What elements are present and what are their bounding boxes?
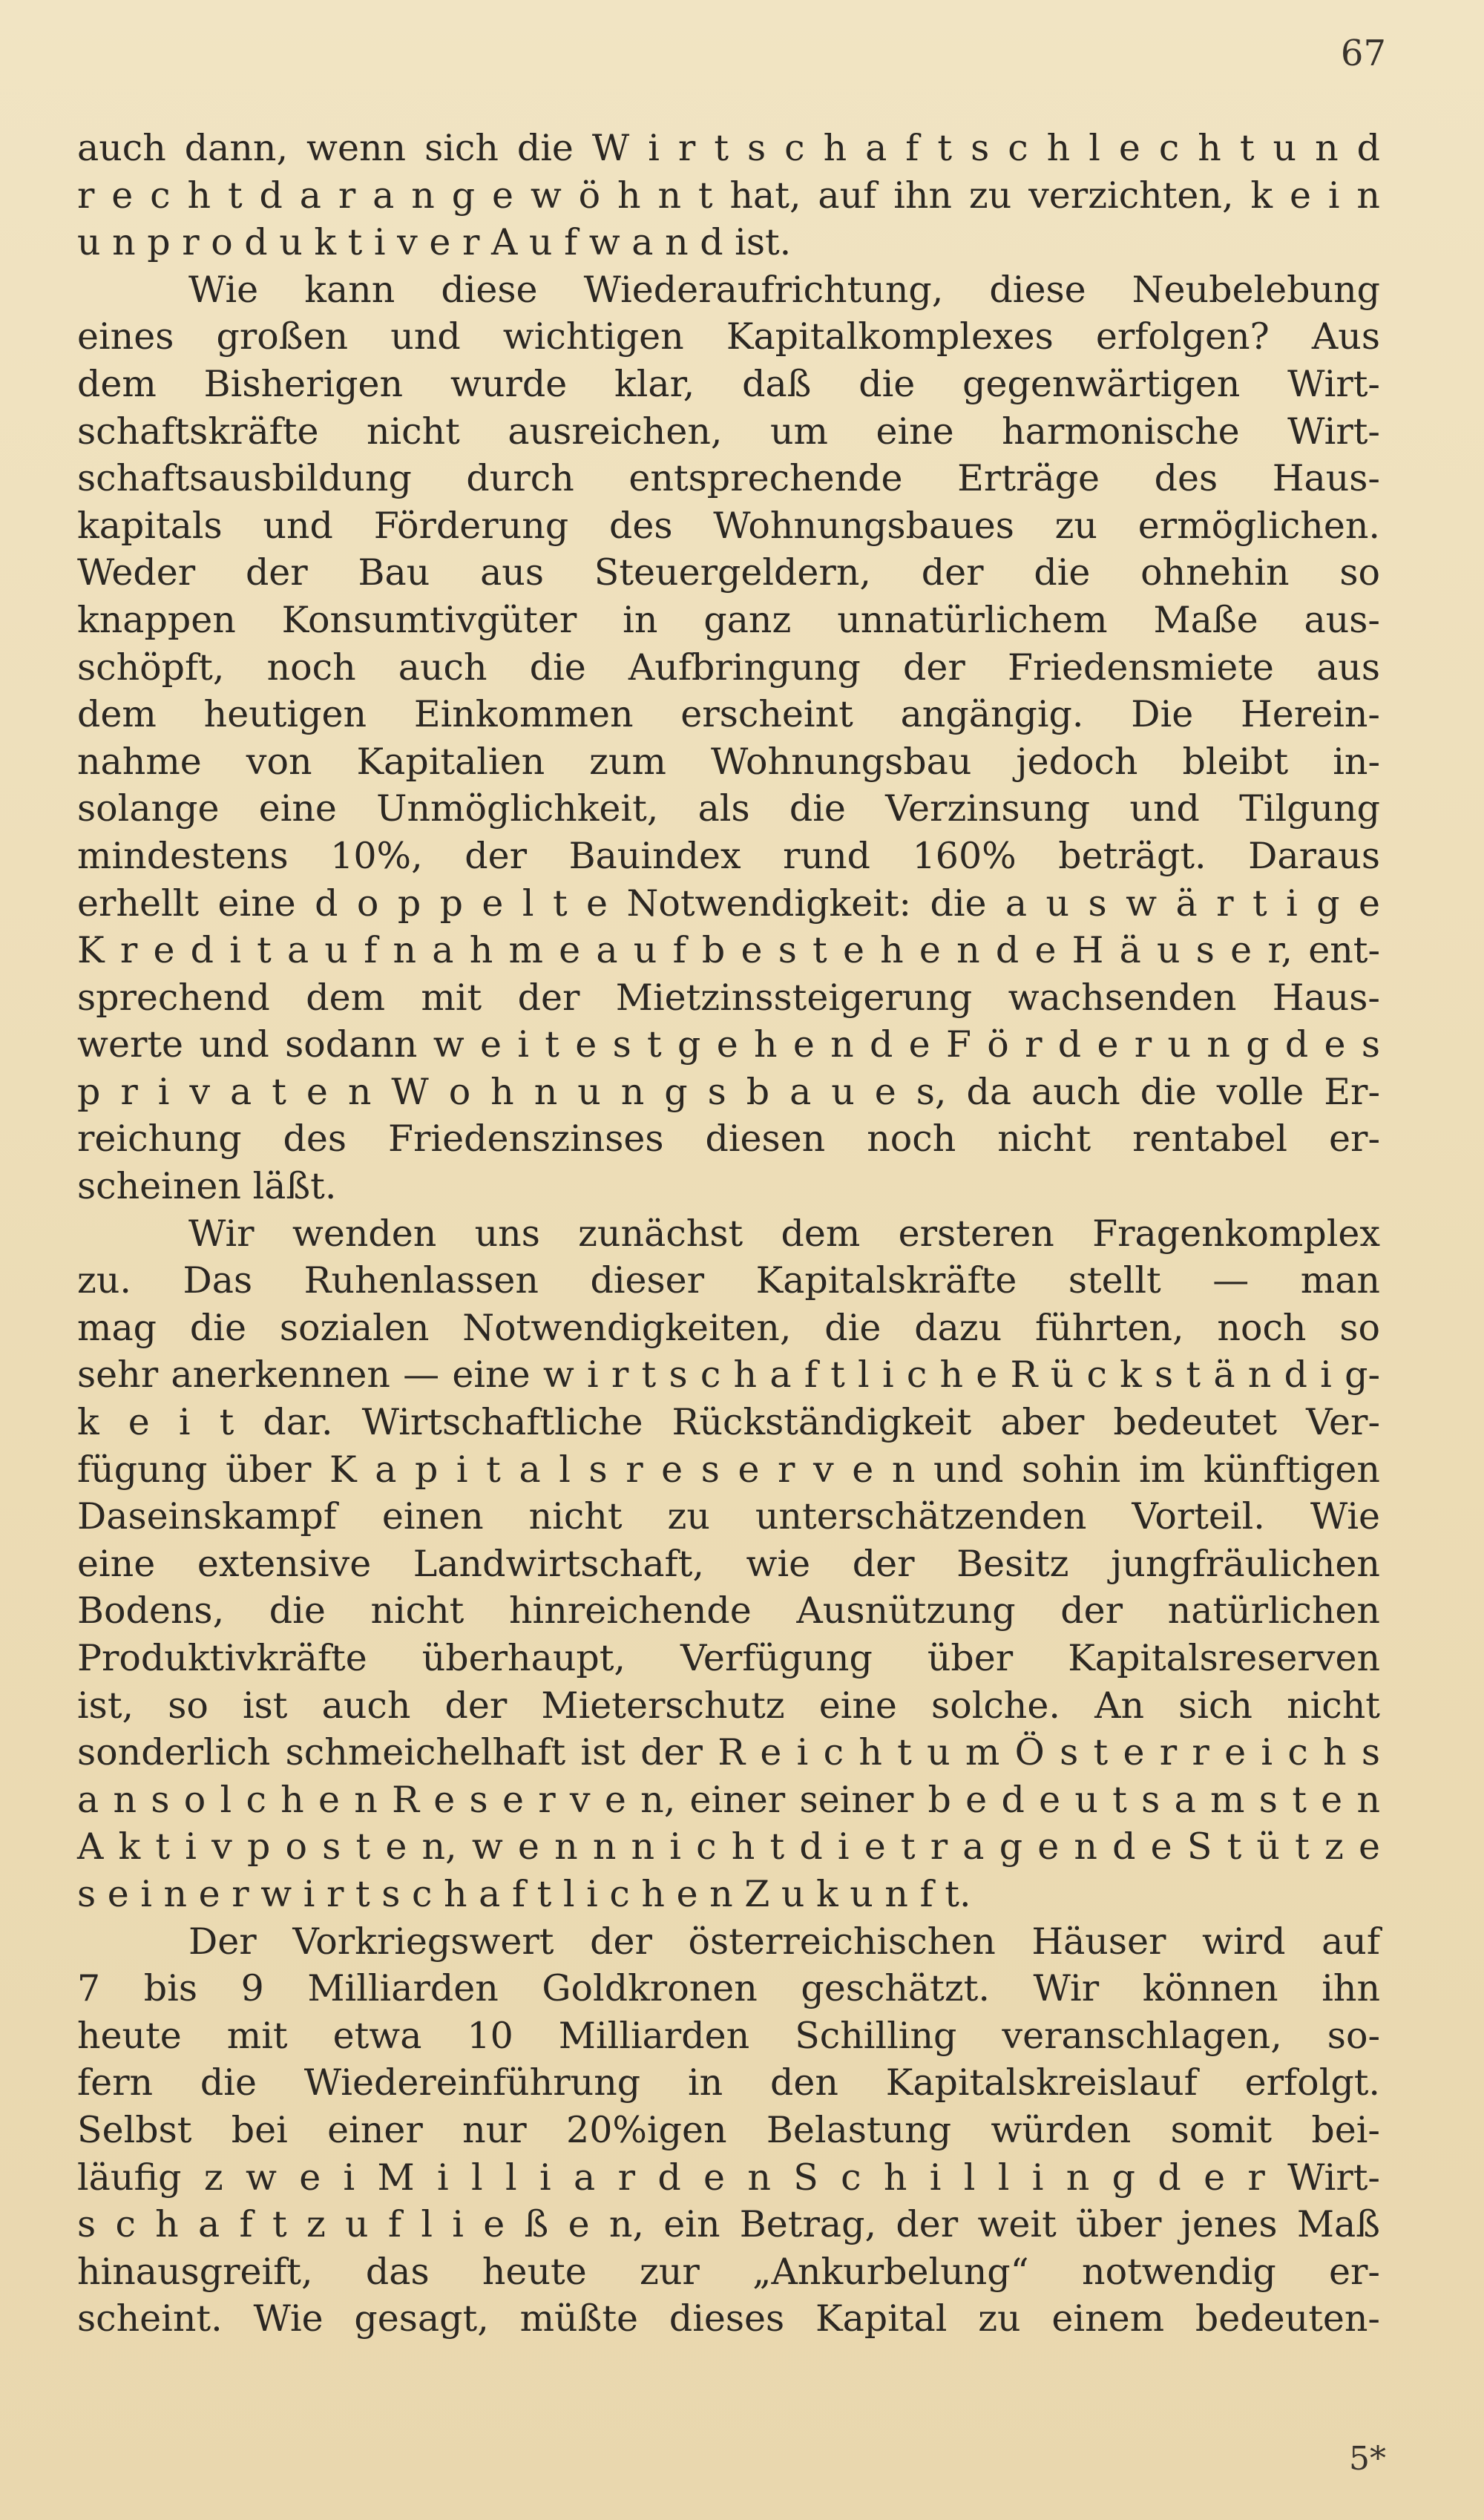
- text-line: nahme von Kapitalien zum Wohnungsbau jedoch bleibt in-: [77, 740, 1380, 783]
- text-line: K r e d i t a u f n a h m e a u f b e s t e h e n d e H ä u s e r, ent-: [77, 929, 1380, 972]
- text-line: Bodens, die nicht hinreichende Ausnützung der natürlichen: [77, 1589, 1380, 1633]
- text-line: kapitals und Förderung des Wohnungsbaues zu ermöglichen.: [77, 504, 1380, 547]
- text-line: s e i n e r w i r t s c h a f t l i c h e n Z u k u n f t.: [77, 1872, 971, 1915]
- text-line: knappen Konsumtivgüter in ganz unnatürlichem Maße aus-: [77, 598, 1380, 641]
- text-line: s c h a f t z u f l i e ß e n, ein Betrag, der weit über jenes Maß: [77, 2203, 1380, 2246]
- text-line: mag die sozialen Notwendigkeiten, die dazu führten, noch so: [77, 1306, 1380, 1349]
- text-line: r e c h t d a r a n g e w ö h n t hat, auf ihn zu verzichten, k e i n: [77, 174, 1380, 217]
- text-line: eine extensive Landwirtschaft, wie der Besitz jungfräulichen: [77, 1542, 1380, 1585]
- text-line: hinausgreift, das heute zur „Ankurbelung“ notwendig er-: [77, 2250, 1380, 2293]
- text-line: Produktivkräfte überhaupt, Verfügung über Kapitalsreserven: [77, 1637, 1380, 1679]
- text-line: mindestens 10%, der Bauindex rund 160% beträgt. Daraus: [77, 834, 1380, 877]
- text-line: werte und sodann w e i t e s t g e h e n d e F ö r d e r u n g d e s: [77, 1023, 1380, 1066]
- text-line: schaftsausbildung durch entsprechende Erträge des Haus-: [77, 457, 1380, 500]
- text-line: 7 bis 9 Milliarden Goldkronen geschätzt. Wir können ihn: [77, 1967, 1380, 2010]
- text-line: schöpft, noch auch die Aufbringung der Friedensmiete aus: [77, 646, 1380, 689]
- text-line: reichung des Friedenszinses diesen noch nicht rentabel er-: [77, 1118, 1380, 1161]
- text-line: dem Bisherigen wurde klar, daß die gegenwärtigen Wirt-: [77, 362, 1380, 405]
- text-line: eines großen und wichtigen Kapitalkomplexes erfolgen? Aus: [77, 315, 1380, 358]
- text-line: Daseinskampf einen nicht zu unterschätzenden Vorteil. Wie: [77, 1495, 1380, 1538]
- text-line: auch dann, wenn sich die W i r t s c h a f t s c h l e c h t u n d: [77, 127, 1380, 169]
- text-line: sonderlich schmeichelhaft ist der R e i c h t u m Ö s t e r r e i c h s: [77, 1731, 1380, 1774]
- text-line: sprechend dem mit der Mietzinssteigerung wachsenden Haus-: [77, 976, 1380, 1019]
- text-line: zu. Das Ruhenlassen dieser Kapitalskräfte stellt — man: [77, 1259, 1380, 1302]
- text-line: p r i v a t e n W o h n u n g s b a u e s, da auch die volle Er-: [77, 1070, 1380, 1113]
- text-line: Wie kann diese Wiederaufrichtung, diese Neubelebung: [188, 268, 1380, 311]
- page-number: 67: [1340, 33, 1386, 74]
- text-line: scheinen läßt.: [77, 1165, 337, 1208]
- text-line: solange eine Unmöglichkeit, als die Verzinsung und Tilgung: [77, 787, 1380, 830]
- text-line: läufig z w e i M i l l i a r d e n S c h i l l i n g d e r Wirt-: [77, 2156, 1380, 2199]
- text-line: scheint. Wie gesagt, müßte dieses Kapital zu einem bedeuten-: [77, 2297, 1380, 2340]
- text-line: a n s o l c h e n R e s e r v e n, einer seiner b e d e u t s a m s t e n: [77, 1778, 1380, 1821]
- text-line: ist, so ist auch der Mieterschutz eine solche. An sich nicht: [77, 1684, 1380, 1727]
- body-text: [77, 125, 1380, 2343]
- text-line: A k t i v p o s t e n, w e n n n i c h t d i e t r a g e n d e S t ü t z e: [77, 1825, 1380, 1868]
- text-line: schaftskräfte nicht ausreichen, um eine harmonische Wirt-: [77, 410, 1380, 453]
- text-line: Selbst bei einer nur 20%igen Belastung würden somit bei-: [77, 2108, 1380, 2151]
- text-line: sehr anerkennen — eine w i r t s c h a f t l i c h e R ü c k s t ä n d i g-: [77, 1353, 1380, 1397]
- text-line: k e i t dar. Wirtschaftliche Rückständigkeit aber bedeutet Ver-: [77, 1401, 1380, 1444]
- text-line: dem heutigen Einkommen erscheint angängig. Die Herein-: [77, 693, 1380, 736]
- text-line: Der Vorkriegswert der österreichischen Häuser wird auf: [188, 1920, 1380, 1963]
- text-line: fügung über K a p i t a l s r e s e r v e n und sohin im künftigen: [77, 1448, 1380, 1491]
- printer-signature-mark: 5*: [1349, 2440, 1386, 2478]
- text-line: fern die Wiedereinführung in den Kapitalskreislauf erfolgt.: [77, 2061, 1380, 2104]
- text-line: u n p r o d u k t i v e r A u f w a n d ist.: [77, 221, 792, 264]
- text-line: heute mit etwa 10 Milliarden Schilling veranschlagen, so-: [77, 2014, 1380, 2057]
- text-line: Wir wenden uns zunächst dem ersteren Fragenkomplex: [188, 1212, 1380, 1255]
- text-line: Weder der Bau aus Steuergeldern, der die ohnehin so: [77, 551, 1380, 594]
- text-line: erhellt eine d o p p e l t e Notwendigkeit: die a u s w ä r t i g e: [77, 882, 1380, 925]
